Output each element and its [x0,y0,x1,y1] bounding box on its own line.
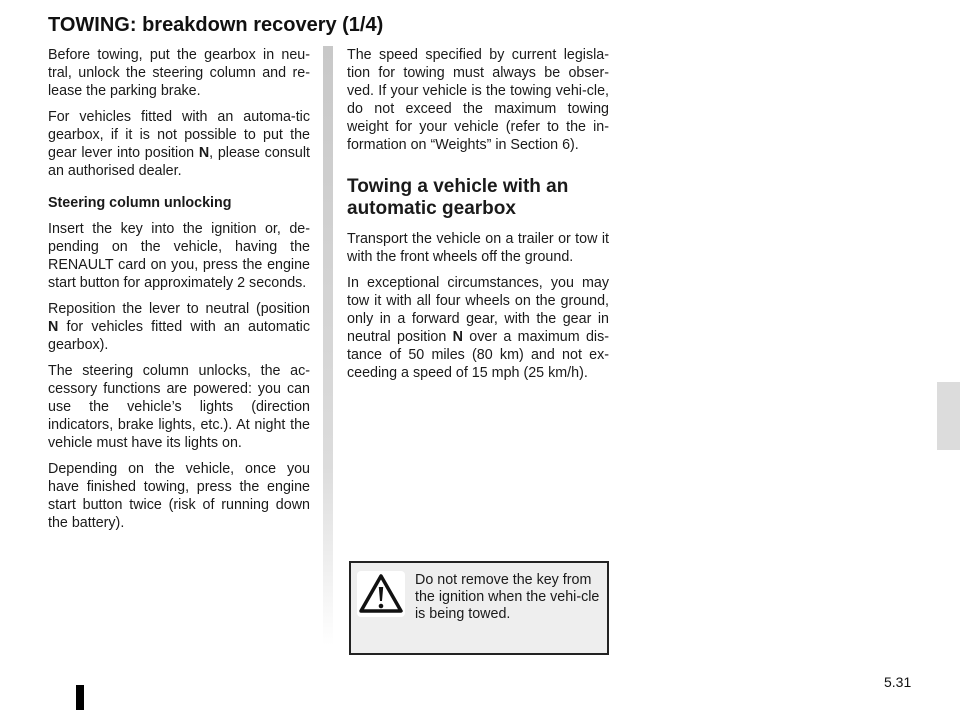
column-divider [323,46,333,646]
text-run: In exceptional circumstances, you may tow it with all four wheels on the ground, only in a forward gear, with the gear in neutral position [347,275,609,345]
text-run: over a maximum dis-tance of 50 miles (80 km) and not ex-ceeding a speed of 15 mph (25 km/h). [347,329,609,381]
left-column [48,46,310,540]
insert-key-paragraph: Insert the key into the ignition or, de-pending on the vehicle, having the RENAULT card on you, press the engine start button for approximately 2 seconds. [48,221,310,291]
warning-triangle-icon [357,571,405,617]
transport-trailer-paragraph: Transport the vehicle on a trailer or tow it with the front wheels off the ground. [347,231,609,265]
reposition-lever-paragraph [48,300,310,354]
speed-legislation-paragraph: The speed specified by current legisla-tion for towing must always be obser-ved. If your vehicle is the towing vehi-cle, do not exceed the maximum towing weight for your vehicle (refer to the in-formation on “Weights” in Section 6). [347,47,609,153]
right-column [347,46,609,390]
text-run: Reposition the lever to neutral (position [48,301,310,317]
section-heading: Towing a vehicle with an automatic gearbox [347,176,569,219]
steering-unlocking-subheading: Steering column unlocking [48,195,232,211]
page-title: TOWING: breakdown recovery (1/4) [48,14,384,36]
gear-position-label: N [452,329,463,345]
gear-position-label: N [198,145,210,161]
steering-unlocks-paragraph: The steering column unlocks, the ac-cessory functions are powered: you can use the vehicle’s lights (direction indicators, brake lights, etc.). At night the vehicle must have its lights on. [48,363,310,451]
automatic-gearbox-paragraph [48,108,310,180]
corner-mark [76,685,84,710]
finished-towing-paragraph: Depending on the vehicle, once you have finished towing, press the engine start button twice (risk of running down the battery). [48,461,310,531]
text-run: For vehicles fitted with an automa-tic gearbox, if it is not possible to put the gear lever into position [48,109,310,161]
exceptional-circumstances-paragraph [347,274,609,382]
text-run: , please consult an authorised dealer. [48,145,310,179]
section-side-tab [937,382,960,450]
warning-text: Do not remove the key from the ignition when the vehi-cle is being towed. [415,572,600,622]
intro-paragraph: Before towing, put the gearbox in neu-tral, unlock the steering column and re-lease the parking brake. [48,47,310,99]
text-run: for vehicles fitted with an automatic gearbox). [48,319,310,353]
page-number: 5.31 [884,674,912,690]
warning-box [349,561,609,655]
gear-position-label: N [48,319,59,335]
